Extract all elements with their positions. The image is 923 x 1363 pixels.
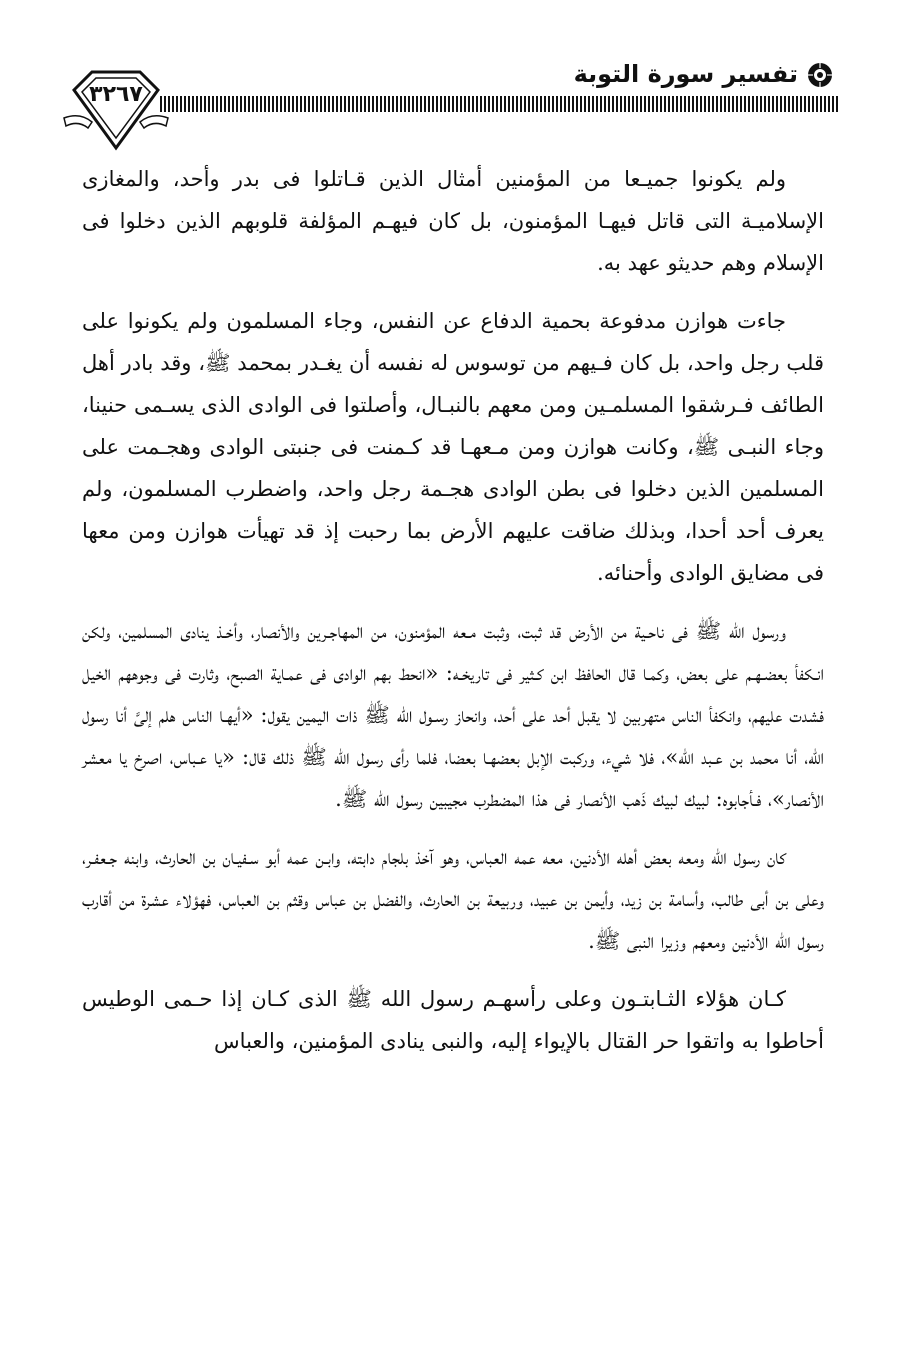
paragraph: ورسول الله ﷺ فى ناحـية من الأرض قد ثبت، وثبت مـعه المؤمنون، من المهاجـرين والأنصار، وأخـذ ينادى المسلمين، ولكن انـكفأ بعضـهـم على بعض، وكمـا قال الحافظ ابن كـثير فى تاريخـه: «انحط بهم الوادى فى عمـاية الصبح، وثارت فى وجوههم الخيل فشدت عليهم، وانكفأ الناس متهربين لا يقبل أحد على أحد، وانحاز رسـول الله ﷺ ذات اليمين يقول: «أيهـا الناس هلم إلىَّ أنا رسول الله، أنا محمد بن عـبد الله»، فلا شيء، وركبت الإبل بعضهـا بعضا، فلما رأى رسول الله ﷺ ذلك قال: «يا عـباس، اصرخ يا معشر الأنصار»، فـأجابوه: لبيك لبيك ذَهب الأنصار فى هذا المضطرب مجيبين رسول الله ﷺ.	[82, 619, 824, 811]
running-title: تفسير سورة التوبة	[573, 60, 798, 88]
flower-ornament-icon	[805, 60, 835, 90]
paragraph: كـان هؤلاء الثـابتـون وعلى رأسهـم رسول الله ﷺ الذى كـان إذا حـمى الوطيس أحاطوا به واتقوا حر القتال بالإيواء إليه، والنبى ينادى المؤمنين، والعباس	[82, 987, 824, 1053]
paragraph: ولم يكونوا جميـعا من المؤمنين أمثال الذين قـاتلوا فى بدر وأحد، والمغازى الإسلاميـة التى قاتل فيهـا المؤمنون، بل كان فيهـم المؤلفة قلوبهم الذين دخلوا فى الإسلام وهم حديثو عهد به.	[82, 167, 824, 275]
header-rule	[160, 96, 840, 112]
page-number: ٣٢٦٧	[89, 82, 143, 107]
page-body	[82, 158, 824, 1078]
paragraph: كان رسول الله ومعه بعض أهله الأدنين، معه عمه العباس، وهو آخذ بلجام دابته، وابـن عمه أبو سـفيـان بن الحارث، وابنه جـعفـر، وعلى بن أبى طالب، وأسامة بن زيد، وأيمن بن عبيد، وربيعة بن الحارث، والفضل بن عباس وقثم بن العباس، فهؤلاء عشرة من أقارب رسول الله الأدنين ومعهم وزيرا النبى ﷺ.	[82, 845, 824, 953]
page-header	[0, 0, 923, 150]
paragraph: جاءت هوازن مدفوعة بحمية الدفاع عن النفس، وجاء المسلمون ولم يكونوا على قلب رجل واحد، بل كان فـيهم من توسوس له نفسه أن يغـدر بمحمد ﷺ، وقد بادر أهل الطائف فـرشقوا المسلمـين ومن معهم بالنبـال، وأصلتوا فى الوادى الذى يسـمى حنينا، وجاء النبـى ﷺ، وكانت هوازن ومن مـعهـا قد كـمنت فى جنبتى الوادى وهجـمت على المسلمين الذين دخلوا فى بطن الوادى هجـمة رجل واحد، واضطرب المسلمون، ولم يعرف أحد أحدا، وبذلك ضاقت عليهم الأرض بما رحبت إذ قد تهيأت هوازن ومن معها فى مضايق الوادى وأحنائه.	[82, 309, 824, 585]
